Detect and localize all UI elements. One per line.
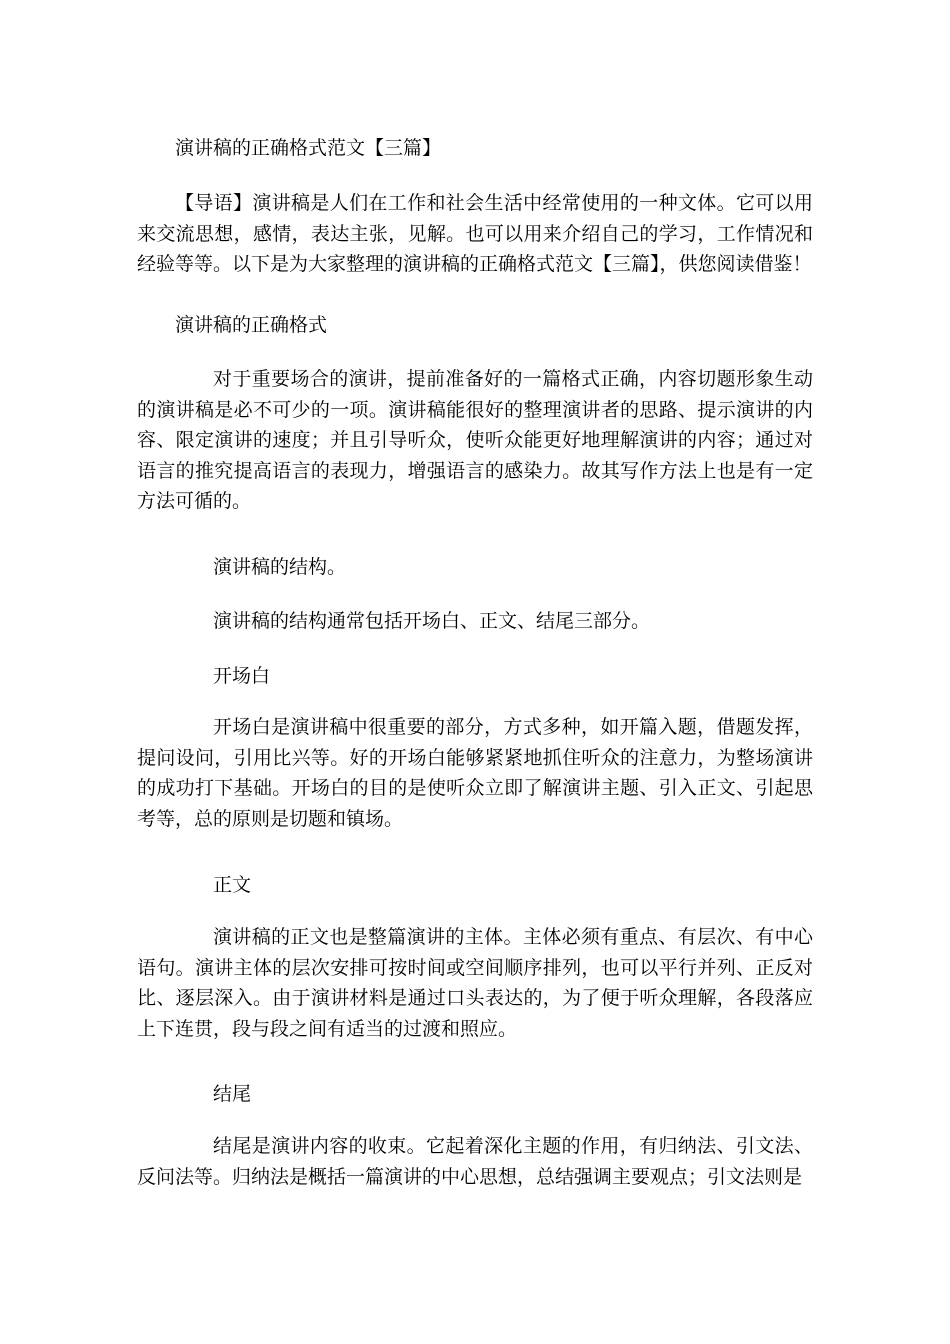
structure-heading: 演讲稿的结构。: [213, 556, 347, 578]
body-paragraph: 演讲稿的正文也是整篇演讲的主体。主体必须有重点、有层次、有中心语句。演讲主体的层次安排可按时间或空间顺序排列，也可以平行并列、正反对比、逐层深入。由于演讲材料是通过口头表达的，为了便于听众理解，各段落应上下连贯，段与段之间有适当的过渡和照应。: [137, 926, 813, 1040]
section-heading: 演讲稿的正确格式: [175, 314, 328, 336]
body-heading: 正文: [213, 874, 252, 896]
structure-text: 演讲稿的结构通常包括开场白、正文、结尾三部分。: [213, 610, 651, 632]
format-paragraph: 对于重要场合的演讲，提前准备好的一篇格式正确，内容切题形象生动的演讲稿是必不可少的一项。演讲稿能很好的整理演讲者的思路、提示演讲的内容、限定演讲的速度；并且引导听众，使听众能更好地理解演讲的内容；通过对语言的推究提高语言的表现力，增强语言的感染力。故其写作方法上也是有一定方法可循的。: [137, 368, 813, 512]
intro-paragraph: 【导语】演讲稿是人们在工作和社会生活中经常使用的一种文体。它可以用来交流思想，感情，表达主张，见解。也可以用来介绍自己的学习，工作情况和经验等等。以下是为大家整理的演讲稿的正确格式范文【三篇】，供您阅读借鉴！: [137, 192, 813, 275]
document-title: 演讲稿的正确格式范文【三篇】: [175, 137, 442, 159]
opening-heading: 开场白: [213, 665, 271, 687]
ending-heading: 结尾: [213, 1083, 252, 1105]
opening-paragraph: 开场白是演讲稿中很重要的部分，方式多种，如开篇入题，借题发挥，提问设问，引用比兴等。好的开场白能够紧紧地抓住听众的注意力，为整场演讲的成功打下基础。开场白的目的是使听众立即了解演讲主题、引入正文、引起思考等，总的原则是切题和镇场。: [137, 716, 813, 830]
ending-paragraph: 结尾是演讲内容的收束。它起着深化主题的作用，有归纳法、引文法、反问法等。归纳法是概括一篇演讲的中心思想，总结强调主要观点；引文法则是: [137, 1135, 813, 1188]
